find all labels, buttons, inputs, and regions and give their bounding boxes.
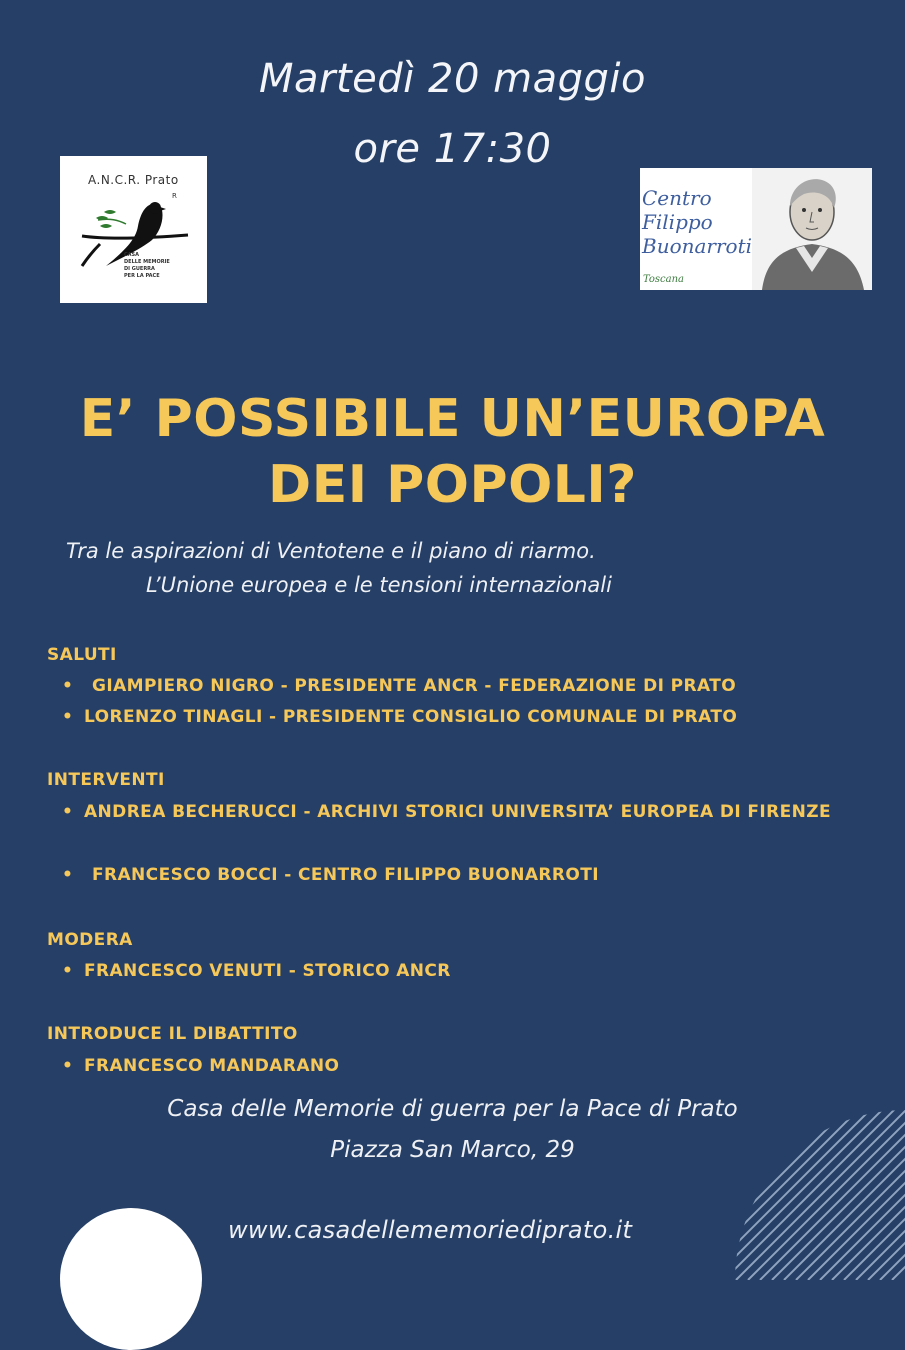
ancr-prato-logo [60,156,207,303]
ancr-caption-line: CASA [124,252,140,258]
list-item-text: LORENZO TINAGLI - PRESIDENTE CONSIGLIO COMUNALE DI PRATO [84,707,738,727]
list-item [62,1051,862,1082]
bullet-icon: • [62,961,74,981]
headline-line: E’ POSSIBILE UN’EUROPA [79,389,826,449]
ancr-caption-line: PER LA PACE [124,273,160,279]
list-item-text: GIAMPIERO NIGRO - PRESIDENTE ANCR - FEDERAZIONE DI PRATO [92,676,737,696]
list-item [62,797,862,828]
venue-address: Piazza San Marco, 29 [330,1137,575,1163]
subtitle-line: L’Unione europea e le tensioni internazionali [146,573,612,597]
ancr-logo-caption [124,252,170,280]
bullet-icon: • [62,865,74,885]
list-item-text: FRANCESCO VENUTI - STORICO ANCR [84,961,451,981]
website-link[interactable]: www.casadellememoriediprato.it [228,1216,633,1244]
headline-line: DEI POPOLI? [268,455,637,515]
list-item [62,956,862,987]
bullet-icon: • [62,1056,74,1076]
bird-on-branch-icon [60,156,207,303]
centro-name-line: Filippo [642,210,713,234]
circle-decoration [60,1208,202,1350]
main-headline [0,386,905,518]
list-item [62,671,862,702]
section-heading-modera: MODERA [47,930,133,950]
event-time: ore 17:30 [353,126,552,172]
bullet-icon: • [62,676,74,696]
section-heading-saluti: SALUTI [47,645,117,665]
event-date: Martedì 20 maggio [259,56,646,102]
centro-logo-name [642,186,752,258]
list-item [62,860,862,891]
subtitle [0,534,905,602]
centro-name-line: Centro [642,186,712,210]
centro-logo-region: Toscana [643,274,685,285]
ancr-logo-title: A.N.C.R. Prato [88,173,179,187]
subtitle-line: Tra le aspirazioni di Ventotene e il piano di riarmo. [66,539,596,563]
list-item-text: FRANCESCO BOCCI - CENTRO FILIPPO BUONARROTI [92,865,599,885]
ancr-logo-mark: R [172,192,177,200]
list-item-text: FRANCESCO MANDARANO [84,1056,340,1076]
centro-buonarroti-logo [640,168,872,290]
bullet-icon: • [62,802,74,822]
centro-name-line: Buonarroti [642,234,753,258]
section-heading-interventi: INTERVENTI [47,770,165,790]
list-item-text: ANDREA BECHERUCCI - ARCHIVI STORICI UNIVERSITA’ EUROPEA DI FIRENZE [84,802,832,822]
ancr-caption-line: DELLE MEMORIE [124,259,170,265]
venue-name: Casa delle Memorie di guerra per la Pace di Prato [167,1096,738,1122]
section-heading-introduce: INTRODUCE IL DIBATTITO [47,1024,298,1044]
bullet-icon: • [62,707,74,727]
portrait-icon [752,168,872,290]
list-item [62,702,862,733]
ancr-caption-line: DI GUERRA [124,266,155,272]
